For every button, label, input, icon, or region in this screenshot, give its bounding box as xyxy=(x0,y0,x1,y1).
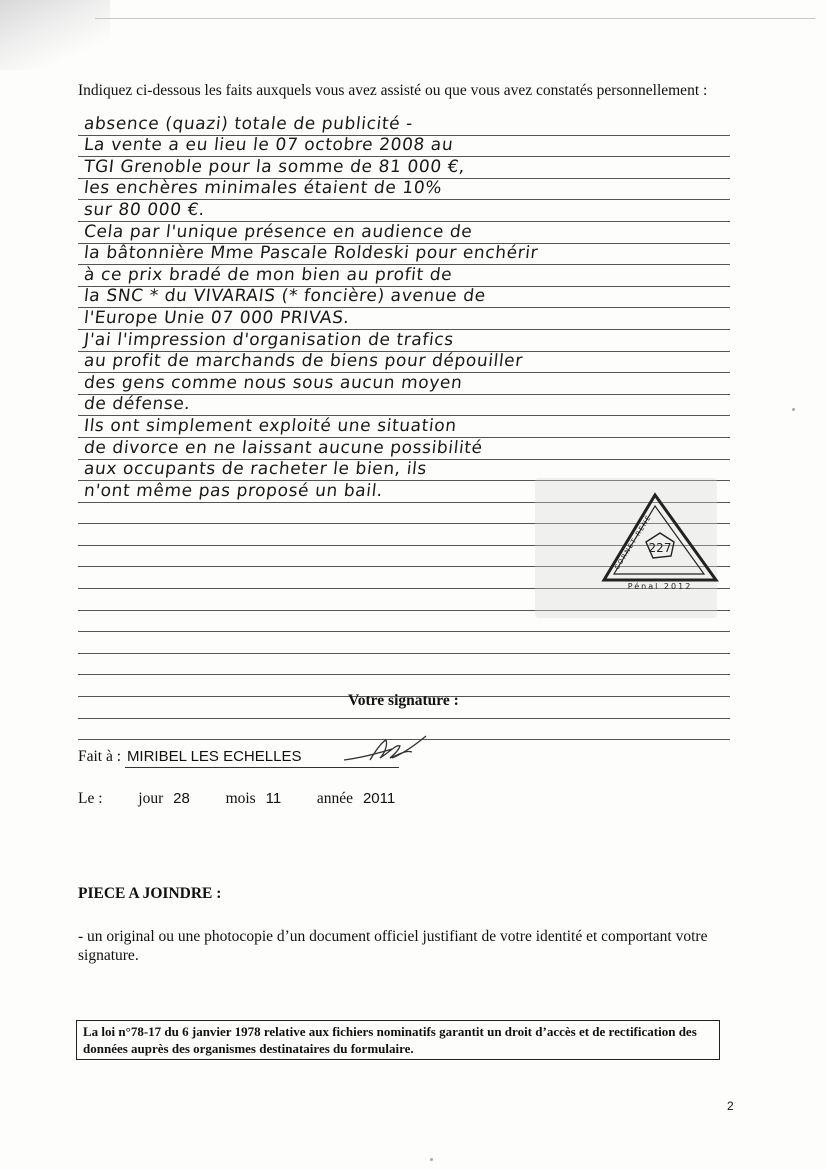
year-value: 2011 xyxy=(362,790,396,807)
statement-line xyxy=(78,308,730,330)
statement-line xyxy=(78,179,730,201)
intro-text: Indiquez ci-dessous les faits auxquels vous avez assisté ou que vous avez constatés personnellement : xyxy=(78,82,708,99)
scan-fold-shadow xyxy=(0,0,110,70)
stamp-number: 227 xyxy=(648,541,672,555)
statement-line xyxy=(78,200,730,222)
handwritten-text: La vente a eu lieu le 07 octobre 2008 au xyxy=(82,135,455,156)
handwritten-text: J'ai l'impression d'organisation de trafics xyxy=(82,329,455,350)
stamp-bottom-text: Pénal 2012 xyxy=(627,582,693,591)
statement-line xyxy=(78,287,730,309)
statement-line xyxy=(78,438,730,460)
statement-line xyxy=(78,654,730,676)
statement-line xyxy=(78,265,730,287)
piece-title: PIECE A JOINDRE : xyxy=(78,885,222,902)
month-label: mois xyxy=(225,790,256,807)
handwritten-text: à ce prix bradé de mon bien au profit de xyxy=(82,264,454,285)
handwritten-text: la SNC * du VIVARAIS (* foncière) avenue de xyxy=(82,286,487,307)
handwritten-text: des gens comme nous sous aucun moyen xyxy=(82,372,464,393)
handwritten-text: au profit de marchands de biens pour dépouiller xyxy=(82,351,524,372)
statement-line xyxy=(78,244,730,266)
statement-lines xyxy=(78,114,730,740)
handwritten-text: n'ont même pas proposé un bail. xyxy=(82,480,384,501)
statement-line xyxy=(78,114,730,136)
day-label: jour xyxy=(138,790,164,807)
handwritten-text: Cela par l'unique présence en audience de xyxy=(82,221,474,242)
triangle-stamp-icon xyxy=(600,492,720,592)
statement-line xyxy=(78,395,730,417)
signature-label: Votre signature : xyxy=(348,692,459,709)
month-value: 11 xyxy=(265,790,282,807)
year-label: année xyxy=(316,790,354,807)
day-value: 28 xyxy=(173,790,190,807)
legal-notice: La loi n°78-17 du 6 janvier 1978 relative aux fichiers nominatifs garantit un droit d’accès et de rectification des données auprès des organismes destinataires du formulaire. xyxy=(76,1020,720,1060)
piece-text: - un original ou une photocopie d’un document officiel justifiant de votre identité et comportant votre signature. xyxy=(78,928,708,964)
top-rule xyxy=(95,18,815,19)
date-row xyxy=(78,790,395,808)
statement-line xyxy=(78,330,730,352)
handwritten-text: les enchères minimales étaient de 10% xyxy=(82,178,444,199)
fait-a-value: MIRIBEL LES ECHELLES xyxy=(125,748,399,768)
handwritten-text: TGI Grenoble pour la somme de 81 000 €, xyxy=(82,156,467,177)
statement-line xyxy=(78,632,730,654)
scan-speck xyxy=(792,408,795,411)
handwritten-text: aux occupants de racheter le bien, ils xyxy=(82,459,428,480)
handwritten-text: de divorce en ne laissant aucune possibilité xyxy=(82,437,484,458)
statement-line xyxy=(78,416,730,438)
handwritten-text: Ils ont simplement exploité une situation xyxy=(82,415,458,436)
signature-scribble xyxy=(340,724,430,774)
handwritten-text: la bâtonnière Mme Pascale Roldeski pour enchérir xyxy=(82,243,540,264)
statement-line xyxy=(78,157,730,179)
statement-line xyxy=(78,136,730,158)
statement-line xyxy=(78,373,730,395)
date-label: Le : xyxy=(78,790,103,807)
statement-line xyxy=(78,352,730,374)
scan-speck xyxy=(430,1158,433,1161)
stamp-top-text: CORNET RENÉ xyxy=(612,513,654,572)
handwritten-text: absence (quazi) totale de publicité - xyxy=(82,113,414,134)
page-number: 2 xyxy=(727,1099,734,1113)
fait-a-label: Fait à : xyxy=(78,748,122,765)
handwritten-text: de défense. xyxy=(82,394,192,415)
handwritten-text: sur 80 000 €. xyxy=(82,199,206,220)
handwritten-text: l'Europe Unie 07 000 PRIVAS. xyxy=(82,307,351,328)
statement-line xyxy=(78,222,730,244)
